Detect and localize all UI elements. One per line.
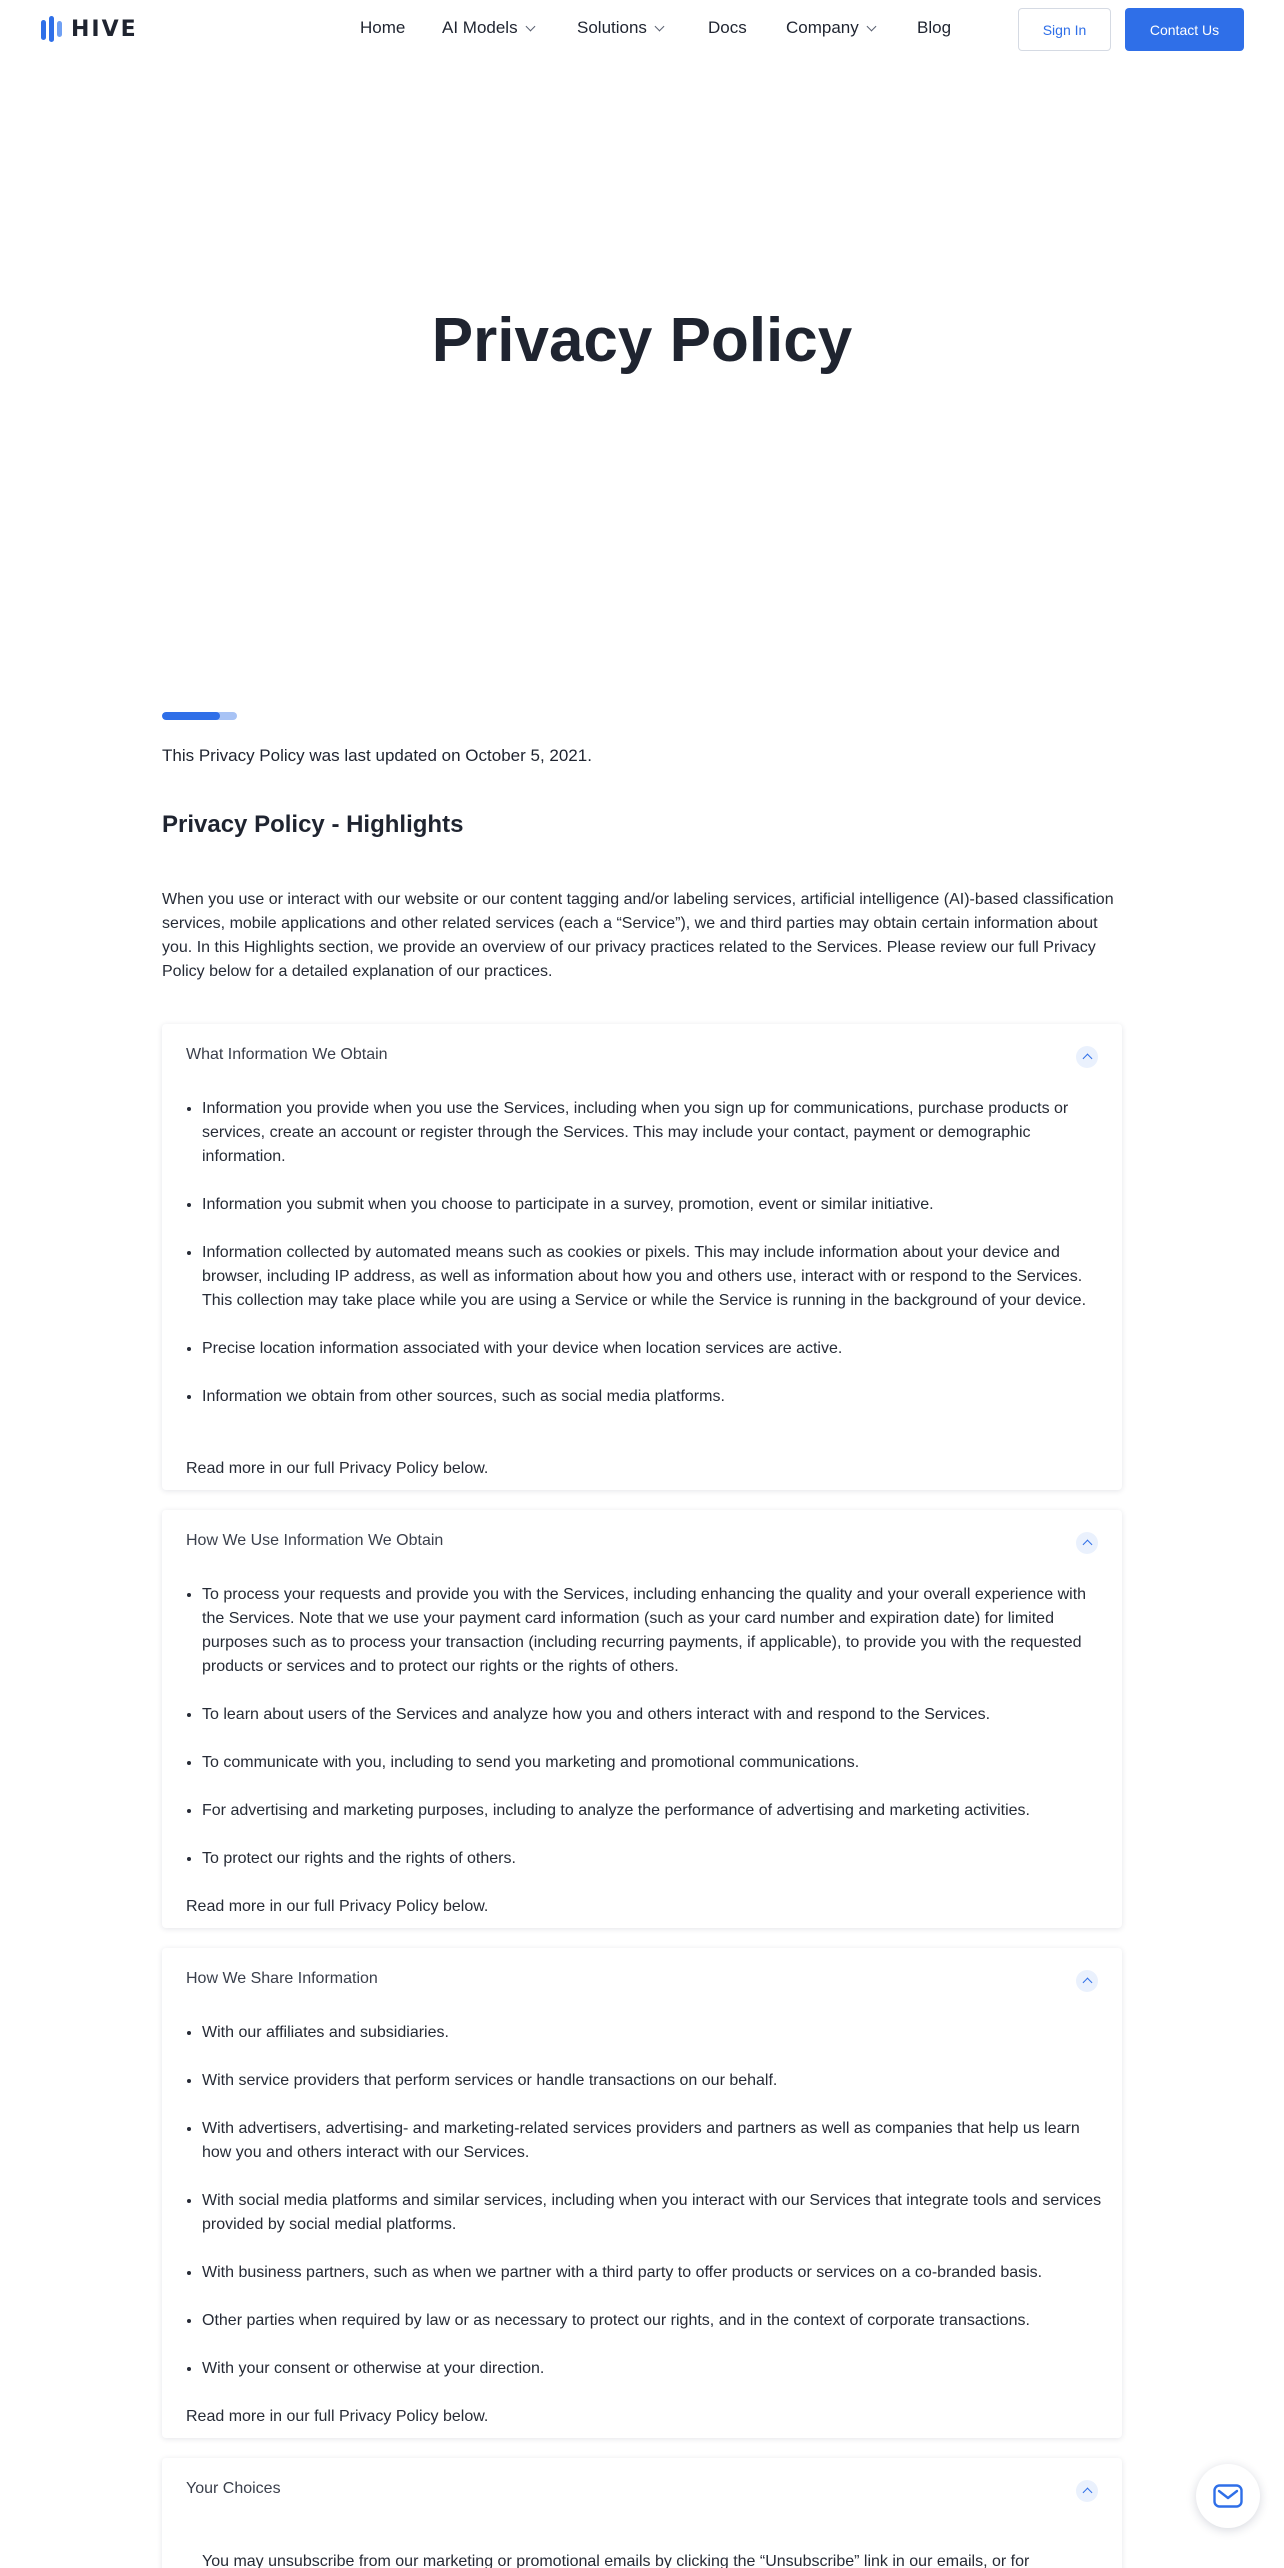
chevron-up-icon[interactable] <box>1076 1532 1098 1554</box>
list-item: • Other parties when required by law or as necessary to protect our rights, and in the context of corporate transactions. <box>202 2309 1102 2333</box>
page-title: Privacy Policy <box>431 306 853 375</box>
nav-home-label: Home <box>360 18 406 37</box>
list-item: • Information collected by automated means such as cookies or pixels. This may include information about your device and browser, including IP address, as well as information about how you and others use, interact with or respond to the Services. This collection may take place while you are using a Service or while the Service is running in the background of your device. <box>202 1241 1102 1313</box>
top-nav <box>0 0 1284 58</box>
mail-icon <box>1213 2484 1243 2508</box>
accordion-what-information <box>162 1024 1122 1490</box>
list-item: • With service providers that perform services or handle transactions on our behalf. <box>202 2069 1102 2093</box>
read-more-text: Read more in our full Privacy Policy below. <box>186 1898 489 1915</box>
highlights-heading: Privacy Policy - Highlights <box>162 811 464 838</box>
accordion-list <box>202 2550 1102 2568</box>
list-item: • With our affiliates and subsidiaries. <box>202 2021 1102 2045</box>
nav-ai-models-label: AI Models <box>442 18 518 37</box>
accordion-list <box>202 1097 1102 1409</box>
chat-button[interactable] <box>1196 2464 1260 2528</box>
accordion-header[interactable]: How We Use Information We Obtain <box>186 1532 444 1549</box>
list-item: • Information you submit when you choose to participate in a survey, promotion, event or similar initiative. <box>202 1193 1102 1217</box>
nav-docs-label: Docs <box>708 18 747 37</box>
list-item: • To learn about users of the Services and analyze how you and others interact with and respond to the Services. <box>202 1703 1102 1727</box>
chevron-up-icon[interactable] <box>1076 2480 1098 2502</box>
nav-home[interactable] <box>360 18 405 38</box>
read-more-text: Read more in our full Privacy Policy below. <box>186 1460 489 1477</box>
nav-blog-label: Blog <box>917 18 952 37</box>
accordion-header[interactable]: Your Choices <box>186 2480 281 2497</box>
nav-company[interactable] <box>786 18 875 38</box>
list-item: • To protect our rights and the rights of others. <box>202 1847 1102 1871</box>
nav-company-label: Company <box>786 18 859 37</box>
accordion-how-we-use <box>162 1510 1122 1928</box>
chevron-up-icon[interactable] <box>1076 1970 1098 1992</box>
chevron-up-icon[interactable] <box>1076 1046 1098 1068</box>
sign-in-button[interactable]: Sign In <box>1018 8 1111 51</box>
accordion-how-we-share <box>162 1948 1122 2438</box>
last-updated-text: This Privacy Policy was last updated on October 5, 2021. <box>162 746 592 765</box>
list-item: • Information you provide when you use the Services, including when you sign up for communications, purchase products or services, create an account or register through the Services. This may include your contact, payment or demographic information. <box>202 1097 1102 1169</box>
contact-us-button[interactable]: Contact Us <box>1125 8 1244 51</box>
accordion-header[interactable]: What Information We Obtain <box>186 1046 388 1063</box>
chevron-down-icon <box>525 21 535 31</box>
accordion-list <box>202 2021 1102 2381</box>
list-item: • With business partners, such as when we partner with a third party to offer products or services on a co-branded basis. <box>202 2261 1102 2285</box>
list-item: • With your consent or otherwise at your direction. <box>202 2357 1102 2381</box>
chevron-down-icon <box>654 21 664 31</box>
list-item: • For advertising and marketing purposes, including to analyze the performance of advertising and marketing activities. <box>202 1799 1102 1823</box>
hive-logo-icon <box>41 16 62 42</box>
nav-blog[interactable] <box>917 18 951 38</box>
list-item: • To process your requests and provide you with the Services, including enhancing the quality and your overall experience with the Services. Note that we use your payment card information (such as your card number and expiration date) for limited purposes such as to process your transaction (including recurring payments, if applicable), to provide you with the requested products or services and to protect our rights or the rights of others. <box>202 1583 1102 1679</box>
accordion-list <box>202 1583 1102 1871</box>
list-item: • To communicate with you, including to send you marketing and promotional communications. <box>202 1751 1102 1775</box>
accordion-header[interactable]: How We Share Information <box>186 1970 378 1987</box>
list-item: • Precise location information associated with your device when location services are active. <box>202 1337 1102 1361</box>
nav-ai-models[interactable] <box>442 18 534 38</box>
nav-docs[interactable] <box>708 18 747 38</box>
section-accent-bar <box>162 712 237 720</box>
list-item: • With social media platforms and similar services, including when you interact with our Services that integrate tools and services provided by social medial platforms. <box>202 2189 1102 2237</box>
nav-solutions[interactable] <box>577 18 663 38</box>
highlights-intro: When you use or interact with our website or our content tagging and/or labeling services, artificial intelligence (AI)-based classification services, mobile applications and other related services (each a “Service”), we and third parties may obtain certain information about you. In this Highlights section, we provide an overview of our privacy practices related to the Services. Please review our full Privacy Policy below for a detailed explanation of our practices. <box>162 891 1114 980</box>
nav-solutions-label: Solutions <box>577 18 647 37</box>
chevron-down-icon <box>866 21 876 31</box>
list-item: • You may unsubscribe from our marketing or promotional emails by clicking the “Unsubscribe” link in our emails, or for <box>202 2550 1102 2568</box>
hive-logo[interactable] <box>41 16 138 42</box>
brand-name: HIVE <box>71 16 138 42</box>
list-item: • With advertisers, advertising- and marketing-related services providers and partners as well as companies that help us learn how you and others interact with our Services. <box>202 2117 1102 2165</box>
read-more-text: Read more in our full Privacy Policy below. <box>186 2408 489 2425</box>
accordion-your-choices <box>162 2458 1122 2568</box>
list-item: • Information we obtain from other sources, such as social media platforms. <box>202 1385 1102 1409</box>
